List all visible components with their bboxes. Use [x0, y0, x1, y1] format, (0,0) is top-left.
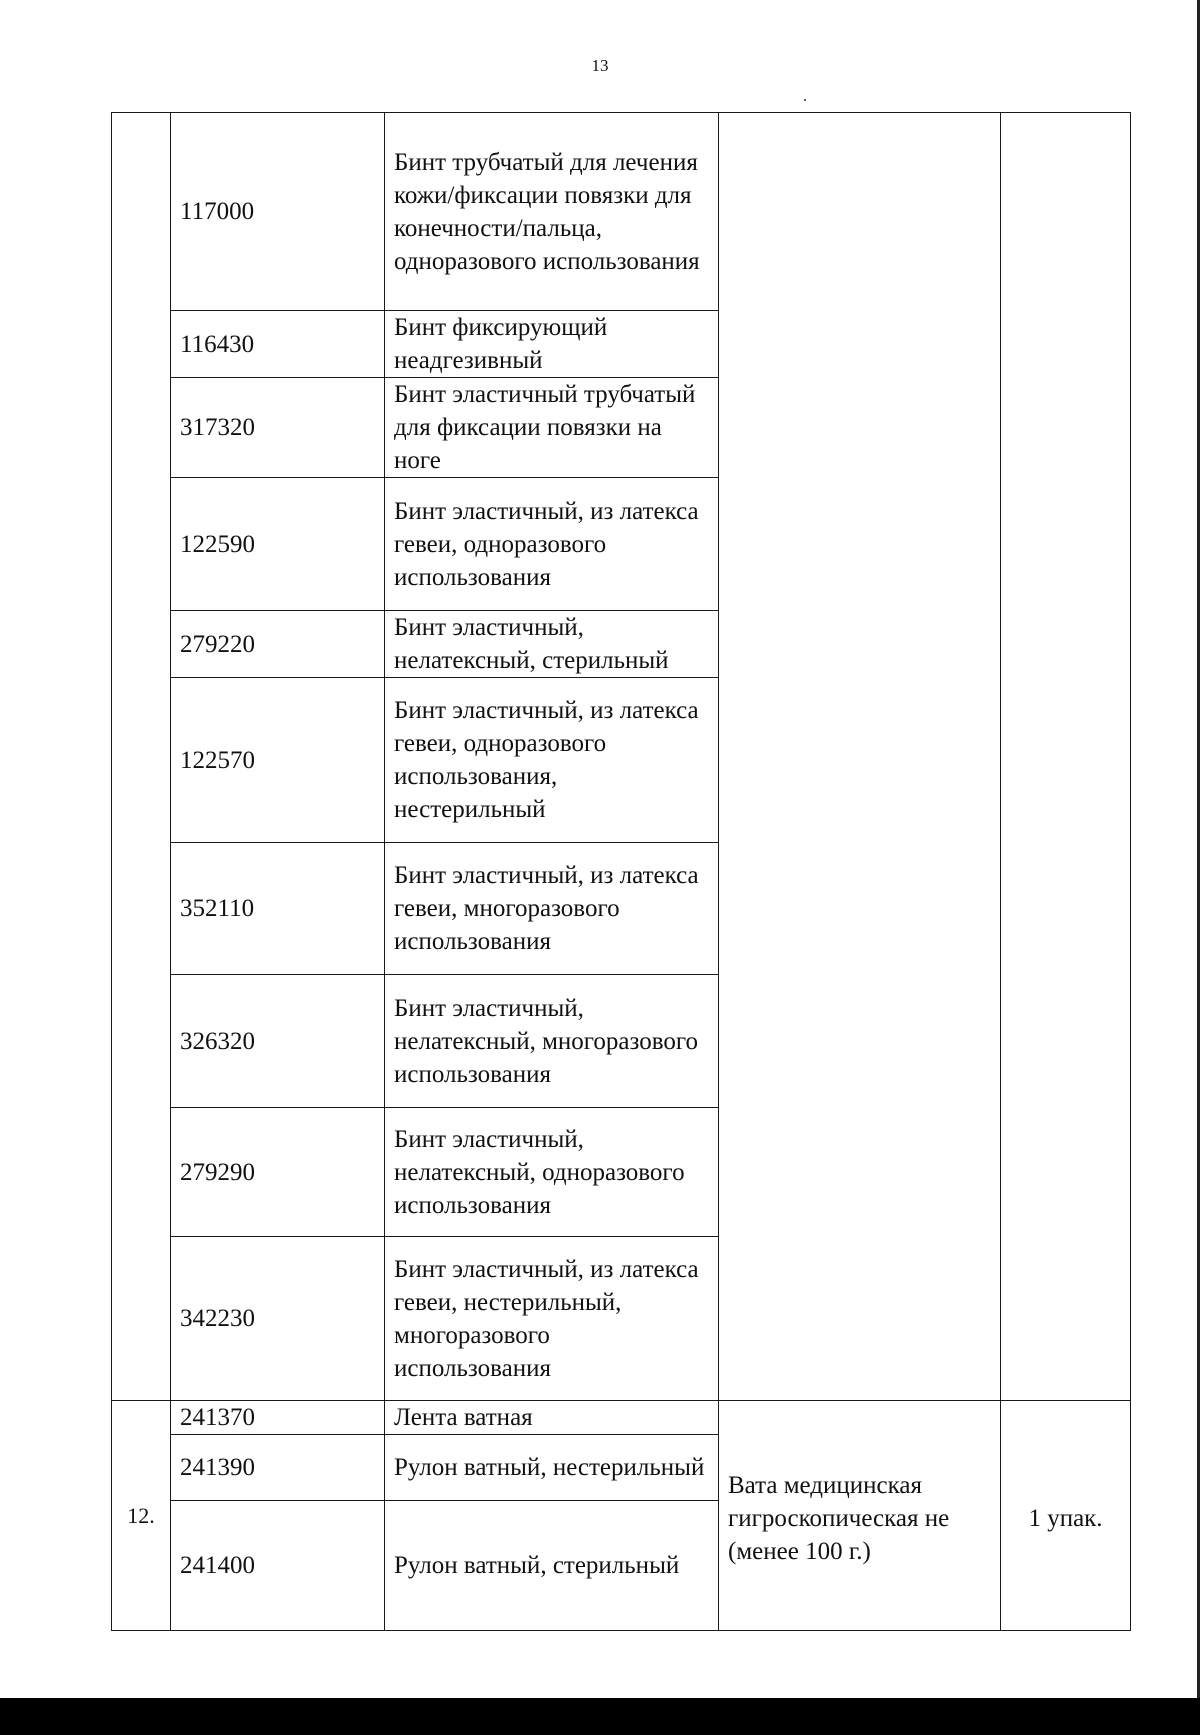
- product-name: Бинт эластичный, из латекса гевеи, нестерильный, многоразового использования: [385, 1237, 719, 1401]
- product-name: Бинт эластичный, из латекса гевеи, многоразового использования: [385, 843, 719, 975]
- product-description: Вата медицинская гигроскопическая не (менее 100 г.): [719, 1401, 1001, 1631]
- product-name: Бинт эластичный, нелатексный, стерильный: [385, 611, 719, 678]
- product-code: 317320: [171, 378, 385, 478]
- product-code: 116430: [171, 311, 385, 378]
- product-quantity: 1 упак.: [1001, 1401, 1131, 1631]
- product-code: 241400: [171, 1501, 385, 1631]
- product-code: 342230: [171, 1237, 385, 1401]
- table-row: [112, 113, 1131, 311]
- product-name: Рулон ватный, нестерильный: [385, 1435, 719, 1501]
- products-table: [111, 112, 1131, 1631]
- product-name: Бинт эластичный, нелатексный, одноразового использования: [385, 1108, 719, 1237]
- product-name: Бинт эластичный, из латекса гевеи, одноразового использования, нестерильный: [385, 678, 719, 843]
- product-name: Бинт эластичный, из латекса гевеи, одноразового использования: [385, 478, 719, 611]
- product-code: 352110: [171, 843, 385, 975]
- product-name: Лента ватная: [385, 1401, 719, 1435]
- quantity-cell: [1001, 113, 1131, 1401]
- product-code: 279290: [171, 1108, 385, 1237]
- table-row: [112, 1401, 1131, 1435]
- product-code: 117000: [171, 113, 385, 311]
- product-code: 241370: [171, 1401, 385, 1435]
- description-cell: [719, 113, 1001, 1401]
- product-code: 326320: [171, 975, 385, 1108]
- product-name: Бинт фиксирующий неадгезивный: [385, 311, 719, 378]
- product-name: Рулон ватный, стерильный: [385, 1501, 719, 1631]
- product-code: 122590: [171, 478, 385, 611]
- product-name: Бинт эластичный трубчатый для фиксации повязки на ноге: [385, 378, 719, 478]
- row-number: 12.: [112, 1401, 171, 1631]
- product-name: Бинт трубчатый для лечения кожи/фиксации повязки для конечности/пальца, одноразового использования: [385, 113, 719, 311]
- product-code: 122570: [171, 678, 385, 843]
- product-code: 279220: [171, 611, 385, 678]
- page-number: 13: [591, 56, 609, 75]
- product-name: Бинт эластичный, нелатексный, многоразового использования: [385, 975, 719, 1108]
- scan-bottom-border: [0, 1698, 1200, 1735]
- product-code: 241390: [171, 1435, 385, 1501]
- row-number-cell: [112, 113, 171, 1401]
- scan-speck: [804, 99, 806, 101]
